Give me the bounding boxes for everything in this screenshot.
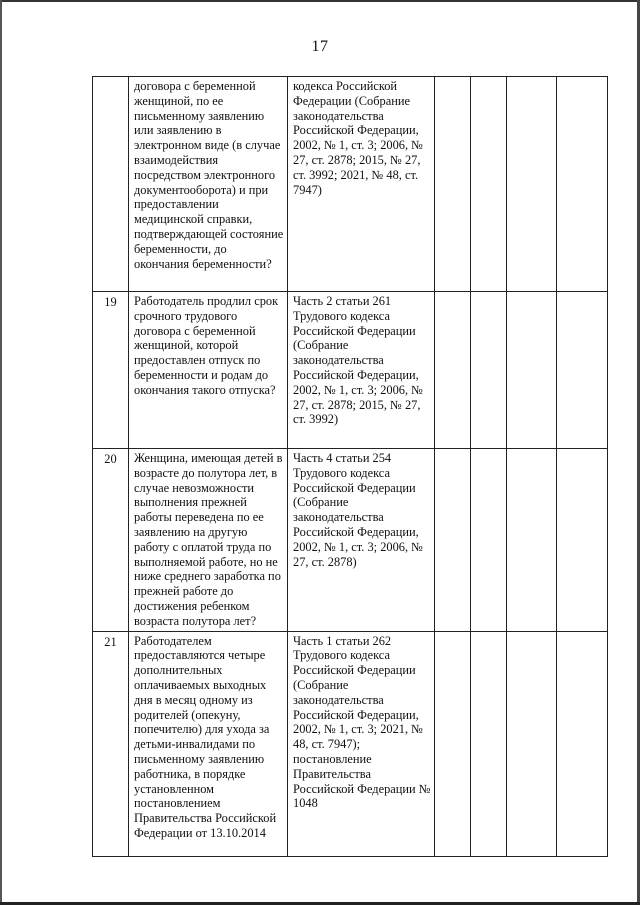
legal-basis-cell: кодекса Российской Федерации (Собрание законодательства Российской Федерации, 2002, № 1, ст. 3; 2006, № 27, ст. 2878; 2015, № 27, ст. 3992; 2021, № 48, ст. 7947) [288, 77, 435, 292]
answer-no-cell [471, 449, 507, 632]
row-number-cell: 20 [93, 449, 129, 632]
notes-cell [557, 631, 608, 856]
table-row [93, 631, 608, 856]
answer-na-cell [507, 449, 557, 632]
question-cell: договора с беременной женщиной, по ее письменному заявлению или заявлению в электронном виде (в случае взаимодействия посредством электронного документооборота) и при предоставлении медицинской справки, подтверждающей состояние беременности, до окончания беременности? [129, 77, 288, 292]
answer-no-cell [471, 631, 507, 856]
row-number-cell: 21 [93, 631, 129, 856]
question-cell: Женщина, имеющая детей в возрасте до полутора лет, в случае невозможности выполнения прежней работы переведена по ее заявлению на другую работу с оплатой труда по выполняемой работе, но не ниже среднего заработка по прежней работе до достижения ребенком возраста полутора лет? [129, 449, 288, 632]
table-row [93, 292, 608, 449]
legal-basis-cell: Часть 2 статьи 261 Трудового кодекса Российской Федерации (Собрание законодательства Российской Федерации, 2002, № 1, ст. 3; 2006, № 27, ст. 2878; 2015, № 27, ст. 3992) [288, 292, 435, 449]
answer-na-cell [507, 631, 557, 856]
question-cell: Работодатель продлил срок срочного трудового договора с беременной женщиной, которой предоставлен отпуск по беременности и родам до окончания такого отпуска? [129, 292, 288, 449]
answer-yes-cell [435, 631, 471, 856]
table-row [93, 449, 608, 632]
question-cell: Работодателем предоставляются четыре дополнительных оплачиваемых выходных дня в месяц одному из родителей (опекуну, попечителю) для ухода за детьми-инвалидами по письменному заявлению работника, в порядке установленном постановлением Правительства Российской Федерации от 13.10.2014 [129, 631, 288, 856]
answer-yes-cell [435, 292, 471, 449]
row-number-cell: 19 [93, 292, 129, 449]
scan-edge-left [0, 0, 2, 905]
answer-na-cell [507, 292, 557, 449]
legal-basis-cell: Часть 4 статьи 254 Трудового кодекса Российской Федерации (Собрание законодательства Российской Федерации, 2002, № 1, ст. 3; 2006, № 27, ст. 2878) [288, 449, 435, 632]
table-row [93, 77, 608, 292]
notes-cell [557, 449, 608, 632]
answer-no-cell [471, 77, 507, 292]
answer-yes-cell [435, 449, 471, 632]
checklist-table [92, 76, 608, 857]
answer-yes-cell [435, 77, 471, 292]
answer-no-cell [471, 292, 507, 449]
answer-na-cell [507, 77, 557, 292]
scan-edge-top [0, 0, 640, 2]
legal-basis-cell: Часть 1 статьи 262 Трудового кодекса Российской Федерации (Собрание законодательства Российской Федерации, 2002, № 1, ст. 3; 2021, № 48, ст. 7947); постановление Правительства Российской Федерации № 1048 [288, 631, 435, 856]
notes-cell [557, 292, 608, 449]
row-number-cell [93, 77, 129, 292]
page-number: 17 [311, 38, 329, 55]
notes-cell [557, 77, 608, 292]
